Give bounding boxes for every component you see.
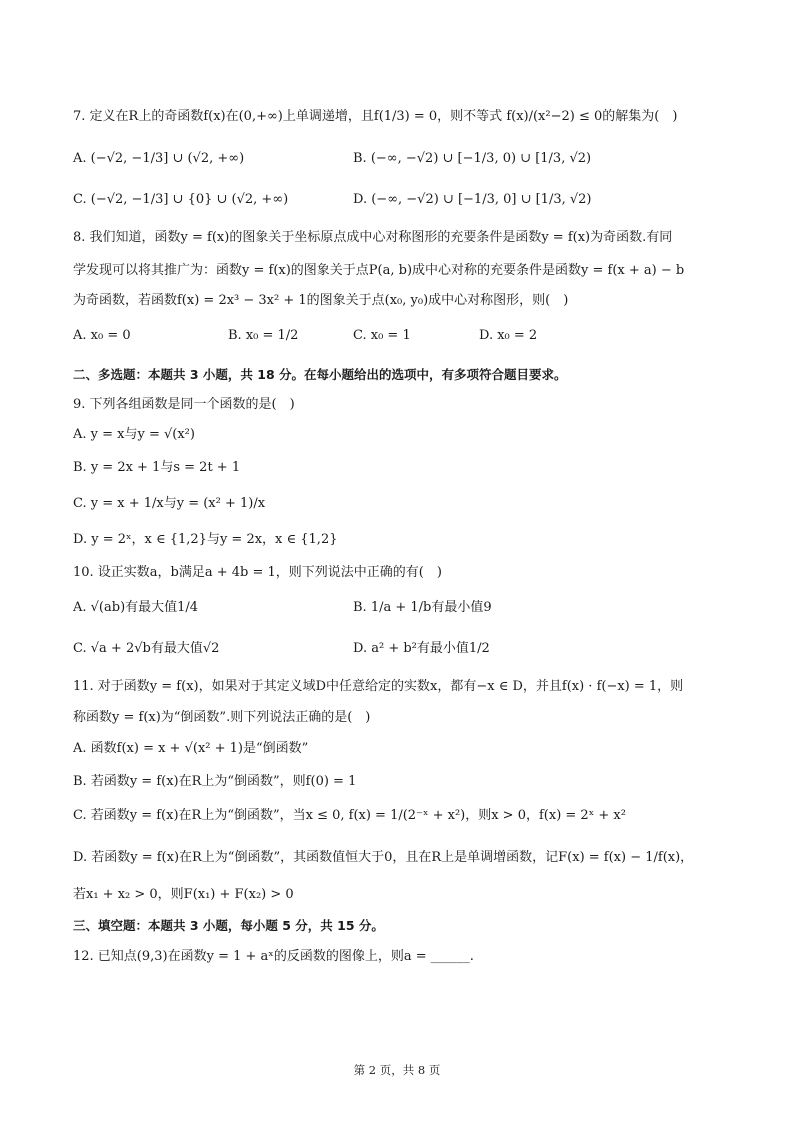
question-7-option-b: B. (−∞, −√2) ∪ [−1/3, 0) ∪ [1/3, √2)	[353, 151, 592, 166]
question-7-option-d: D. (−∞, −√2) ∪ [−1/3, 0] ∪ [1/3, √2)	[353, 192, 592, 207]
question-8-option-a: A. x₀ = 0	[73, 328, 131, 343]
question-8-option-c: C. x₀ = 1	[353, 328, 411, 343]
question-10-option-a: A. √(ab)有最大值1/4	[73, 600, 199, 615]
question-10-stem: 10. 设正实数a，b满足a + 4b = 1，则下列说法中正确的有( )	[73, 565, 442, 580]
question-10-option-b: B. 1/a + 1/b有最小值9	[353, 600, 492, 615]
question-8-option-b: B. x₀ = 1/2	[228, 328, 299, 343]
question-11-option-a: A. 函数f(x) = x + √(x² + 1)是“倒函数”	[73, 741, 309, 756]
question-9-stem: 9. 下列各组函数是同一个函数的是( )	[73, 397, 295, 412]
question-9-option-a: A. y = x与y = √(x²)	[73, 427, 195, 442]
question-8-stem-line-2: 学发现可以将其推广为：函数y = f(x)的图象关于点P(a, b)成中心对称的充要条件是函数y = f(x + a) − b	[73, 263, 685, 278]
question-11-option-b: B. 若函数y = f(x)在R上为“倒函数”，则f(0) = 1	[73, 774, 357, 789]
question-9-option-d: D. y = 2ˣ，x ∈ {1,2}与y = 2x，x ∈ {1,2}	[73, 532, 338, 547]
question-7-stem: 7. 定义在R上的奇函数f(x)在(0,+∞)上单调递增，且f(1/3) = 0，则不等式 f(x)/(x²−2) ≤ 0的解集为( )	[73, 109, 678, 124]
question-11-option-d-line-2: 若x₁ + x₂ > 0，则F(x₁) + F(x₂) > 0	[73, 887, 294, 902]
question-8-option-d: D. x₀ = 2	[479, 328, 538, 343]
question-11-option-c: C. 若函数y = f(x)在R上为“倒函数”，当x ≤ 0, f(x) = 1/(2⁻ˣ + x²)，则x > 0，f(x) = 2ˣ + x²	[73, 808, 626, 823]
question-11-option-d-line-1: D. 若函数y = f(x)在R上为“倒函数”，其函数值恒大于0，且在R上是单调增函数，记F(x) = f(x) − 1/f(x)，	[73, 850, 694, 865]
question-7-option-c: C. (−√2, −1/3] ∪ {0} ∪ (√2, +∞)	[73, 192, 289, 207]
question-8-stem-line-3: 为奇函数，若函数f(x) = 2x³ − 3x² + 1的图象关于点(x₀, y₀)成中心对称图形，则( )	[73, 293, 569, 308]
question-11-stem-line-2: 称函数y = f(x)为“倒函数”.则下列说法正确的是( )	[73, 710, 371, 725]
question-8-stem-line-1: 8. 我们知道，函数y = f(x)的图象关于坐标原点成中心对称图形的充要条件是函数y = f(x)为奇函数.有同	[73, 230, 673, 245]
question-7-option-a: A. (−√2, −1/3] ∪ (√2, +∞)	[73, 151, 245, 166]
page-footer: 第 2 页，共 8 页	[353, 1063, 441, 1077]
section-fill-in-heading: 三、填空题：本题共 3 小题，每小题 5 分，共 15 分。	[73, 918, 384, 933]
question-10-option-d: D. a² + b²有最小值1/2	[353, 641, 490, 656]
question-9-option-b: B. y = 2x + 1与s = 2t + 1	[73, 460, 241, 475]
question-11-stem-line-1: 11. 对于函数y = f(x)，如果对于其定义域D中任意给定的实数x，都有−x ∈ D，并且f(x) · f(−x) = 1，则	[73, 679, 684, 694]
question-10-option-c: C. √a + 2√b有最大值√2	[73, 641, 220, 656]
question-9-option-c: C. y = x + 1/x与y = (x² + 1)/x	[73, 496, 266, 511]
section-multiple-choice-heading: 二、多选题：本题共 3 小题，共 18 分。在每小题给出的选项中，有多项符合题目要求。	[73, 367, 567, 382]
question-12-stem: 12. 已知点(9,3)在函数y = 1 + aˣ的反函数的图像上，则a = ______.	[73, 949, 474, 964]
